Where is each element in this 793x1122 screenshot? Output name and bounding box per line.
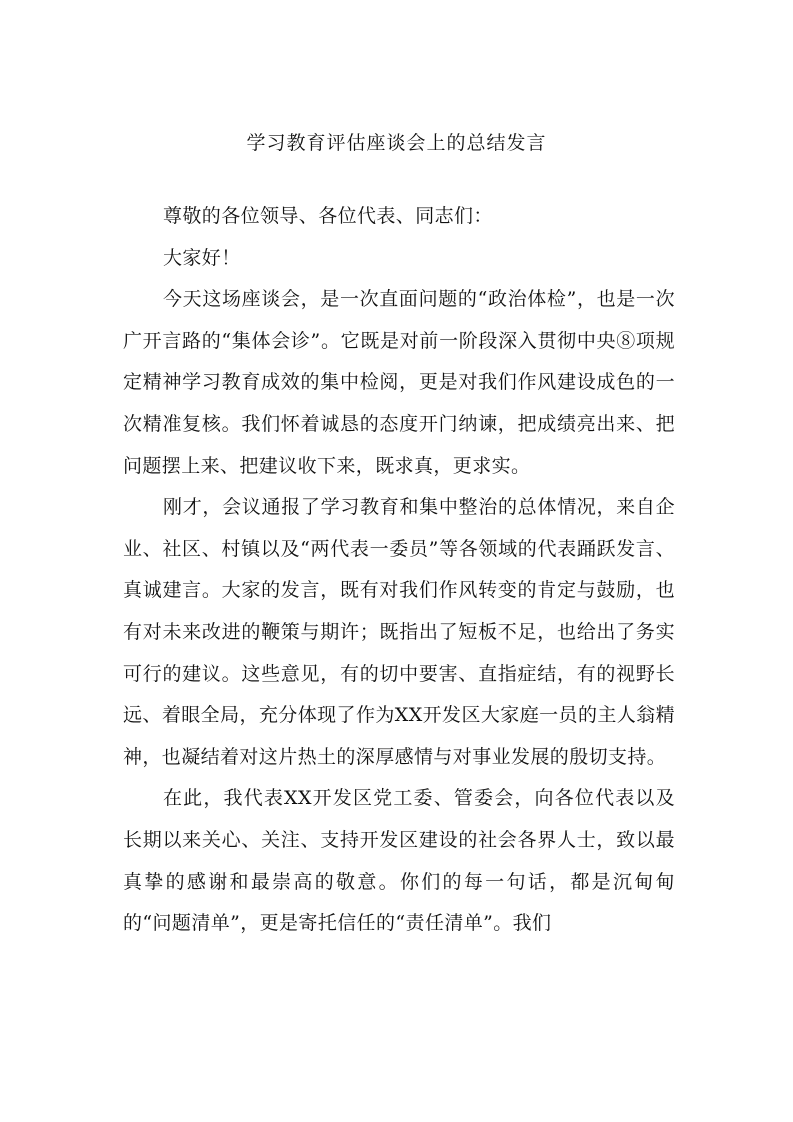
document-body [123, 196, 675, 945]
salutation: 尊敬的各位领导、各位代表、同志们： [163, 205, 493, 227]
document-title: 学习教育评估座谈会上的总结发言 [246, 132, 547, 154]
paragraph-2: 刚才，会议通报了学习教育和集中整治的总体情况，来自企业、社区、村镇以及“两代表一委员”等各领域的代表踊跃发言、真诚建言。大家的发言，既有对我们作风转变的肯定与鼓励，也有对未来改进的鞭策与期许；既指出了短板不足，也给出了务实可行的建议。这些意见，有的切中要害、直指症结，有的视野长远、着眼全局，充分体现了作为XX开发区大家庭一员的主人翁精神，也凝结着对这片热土的深厚感情与对事业发展的殷切支持。 [123, 496, 675, 768]
paragraph-1: 今天这场座谈会，是一次直面问题的“政治体检”，也是一次广开言路的“集体会诊”。它既是对前一阶段深入贯彻中央⑧项规定精神学习教育成效的集中检阅，更是对我们作风建设成色的一次精准复核。我们怀着诚恳的态度开门纳谏，把成绩亮出来、把问题摆上来、把建议收下来，既求真，更求实。 [123, 288, 675, 477]
paragraph-3: 在此，我代表XX开发区党工委、管委会，向各位代表以及长期以来关心、关注、支持开发区建设的社会各界人士，致以最真挚的感谢和最崇高的敬意。你们的每一句话，都是沉甸甸的“问题清单”，更是寄托信任的“责任清单”。我们 [123, 787, 675, 935]
greeting: 大家好！ [163, 246, 241, 269]
